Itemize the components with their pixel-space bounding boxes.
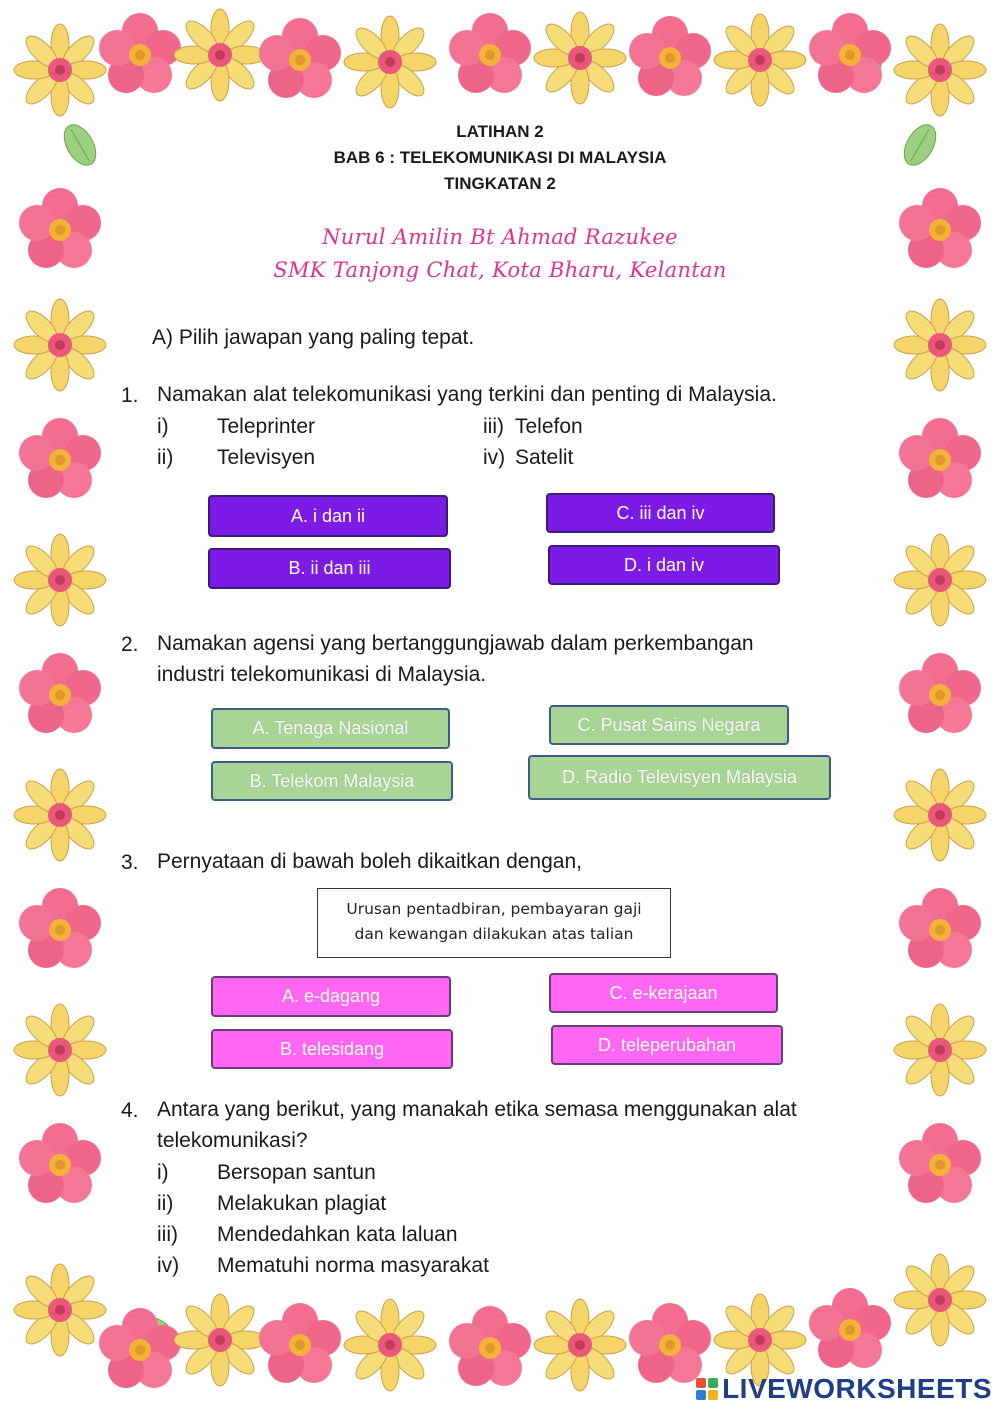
item-text: Mematuhi norma masyarakat bbox=[217, 1254, 489, 1277]
chapter-title: BAB 6 : TELEKOMUNIKASI DI MALAYSIA bbox=[333, 148, 667, 167]
statement-line: dan kewangan dilakukan atas talian bbox=[354, 925, 634, 943]
answer-label: C. e-kerajaan bbox=[609, 982, 718, 1003]
worksheet-title: LATIHAN 2 bbox=[456, 122, 544, 141]
item-text: Satelit bbox=[515, 446, 574, 469]
answer-button-c[interactable] bbox=[546, 493, 775, 533]
answer-label: A. e-dagang bbox=[281, 986, 381, 1006]
question-number: 2. bbox=[121, 633, 139, 656]
author-name: Nurul Amilin Bt Ahmad Razukee bbox=[322, 225, 678, 249]
answer-button-d[interactable] bbox=[551, 1025, 783, 1065]
item-text: Mendedahkan kata laluan bbox=[217, 1223, 458, 1246]
statement-box bbox=[317, 888, 671, 958]
answer-button-a[interactable] bbox=[211, 976, 451, 1017]
answer-label: C. Pusat Sains Negara bbox=[577, 714, 761, 735]
item-roman: iv) bbox=[157, 1254, 180, 1277]
answer-button-c[interactable] bbox=[549, 705, 789, 745]
statement-line: Urusan pentadbiran, pembayaran gaji bbox=[346, 900, 642, 918]
question-number: 3. bbox=[121, 851, 139, 874]
item-roman: iv) bbox=[483, 446, 506, 469]
item-roman: i) bbox=[157, 415, 169, 438]
answer-label: B. telesidang bbox=[279, 1038, 385, 1059]
item-roman: i) bbox=[157, 1161, 169, 1184]
answer-button-b[interactable] bbox=[211, 1029, 453, 1069]
answer-button-a[interactable] bbox=[211, 708, 450, 749]
logo-mark-icon bbox=[696, 1378, 718, 1400]
answer-label: A. i dan ii bbox=[290, 505, 366, 526]
question-text-cont: industri telekomunikasi di Malaysia. bbox=[157, 663, 487, 686]
question-text: Namakan alat telekomunikasi yang terkini dan penting di Malaysia. bbox=[157, 383, 777, 406]
question-text-cont: telekomunikasi? bbox=[157, 1129, 308, 1152]
item-roman: ii) bbox=[157, 1192, 174, 1215]
question-text: Antara yang berikut, yang manakah etika semasa menggunakan alat bbox=[157, 1098, 797, 1121]
answer-label: B. ii dan iii bbox=[288, 558, 371, 578]
question-number: 4. bbox=[121, 1099, 139, 1122]
item-roman: iii) bbox=[483, 415, 504, 438]
question-text: Namakan agensi yang bertanggungjawab dalam perkembangan bbox=[157, 632, 754, 655]
answer-label: D. Radio Televisyen Malaysia bbox=[562, 767, 797, 787]
item-text: Bersopan santun bbox=[217, 1161, 376, 1184]
answer-label: C. iii dan iv bbox=[616, 502, 705, 523]
section-instruction: A) Pilih jawapan yang paling tepat. bbox=[152, 326, 475, 349]
item-text: Melakukan plagiat bbox=[217, 1192, 387, 1215]
item-text: Telefon bbox=[515, 415, 583, 438]
answer-label: D. i dan iv bbox=[623, 554, 705, 575]
answer-label: D. teleperubahan bbox=[597, 1034, 737, 1055]
item-roman: iii) bbox=[157, 1223, 178, 1246]
author-school: SMK Tanjong Chat, Kota Bharu, Kelantan bbox=[273, 258, 727, 282]
item-roman: ii) bbox=[157, 446, 174, 469]
question-text: Pernyataan di bawah boleh dikaitkan dengan, bbox=[157, 850, 582, 873]
answer-label: B. Telekom Malaysia bbox=[249, 770, 415, 791]
form-level: TINGKATAN 2 bbox=[444, 174, 556, 193]
answer-label: A. Tenaga Nasional bbox=[252, 718, 409, 738]
answer-button-d[interactable] bbox=[548, 545, 780, 585]
item-text: Televisyen bbox=[217, 446, 316, 469]
brand-name: LIVEWORKSHEETS bbox=[722, 1373, 992, 1404]
answer-button-b[interactable] bbox=[211, 761, 453, 801]
answer-button-d[interactable] bbox=[528, 755, 831, 800]
item-text: Teleprinter bbox=[217, 415, 316, 438]
answer-button-b[interactable] bbox=[208, 548, 451, 589]
question-number: 1. bbox=[121, 384, 139, 407]
answer-button-a[interactable] bbox=[208, 495, 448, 537]
liveworksheets-logo[interactable] bbox=[696, 1373, 992, 1405]
answer-button-c[interactable] bbox=[549, 973, 778, 1013]
